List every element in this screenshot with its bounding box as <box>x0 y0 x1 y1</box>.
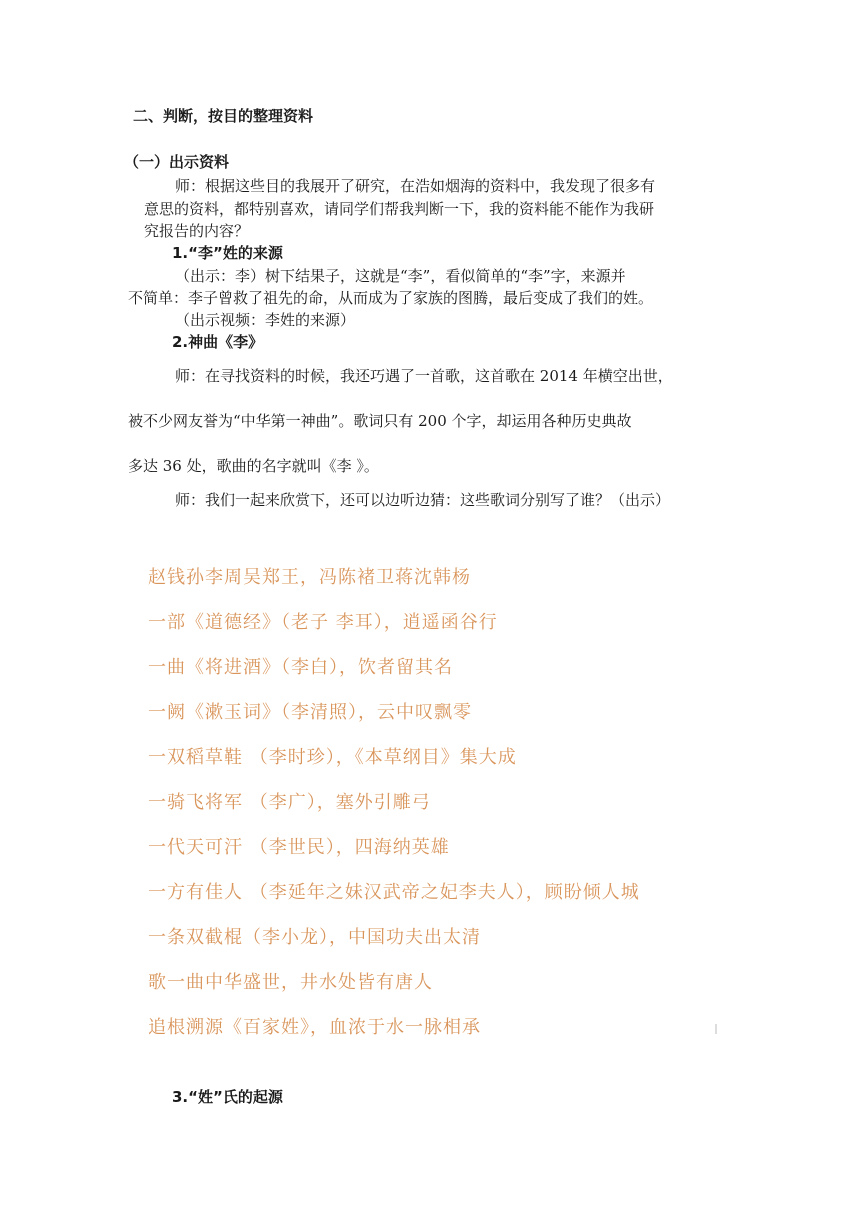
item1-line-2: 不简单：李子曾救了祖先的命，从而成为了家族的图腾，最后变成了我们的姓。 <box>128 289 654 307</box>
lyric-line-6: 一骑飞将军 （李广），塞外引雕弓 <box>148 792 431 813</box>
lyric-line-5: 一双稻草鞋 （李时珍），《本草纲目》集大成 <box>148 747 517 768</box>
lyric-line-1: 赵钱孙李周吴郑王，冯陈褚卫蒋沈韩杨 <box>148 567 471 588</box>
image-edge-mark <box>715 1024 717 1034</box>
lyric-line-8: 一方有佳人 （李延年之妹汉武帝之妃李夫人），顾盼倾人城 <box>148 882 640 903</box>
lyric-line-10: 歌一曲中华盛世，井水处皆有唐人 <box>148 972 433 993</box>
item3-title: 3.“姓”氏的起源 <box>172 1088 283 1106</box>
intro-line-1: 师：根据这些目的我展开了研究，在浩如烟海的资料中，我发现了很多有 <box>175 177 656 195</box>
item1-line-1: （出示：李）树下结果子，这就是“李”，看似简单的“李”字，来源并 <box>175 267 626 285</box>
item1-line-3: （出示视频：李姓的来源） <box>175 311 356 329</box>
section-heading: 二、判断，按目的整理资料 <box>133 107 314 125</box>
lyric-line-3: 一曲《将进酒》（李白），饮者留其名 <box>148 657 453 678</box>
item2-line-3: 多达 36 处，歌曲的名字就叫《李 》。 <box>128 457 379 475</box>
subheading: （一）出示资料 <box>124 153 230 171</box>
lyric-line-4: 一阙《漱玉词》（李清照），云中叹飘零 <box>148 702 472 723</box>
item2-line-2: 被不少网友誉为“中华第一神曲”。歌词只有 200 个字，却运用各种历史典故 <box>128 412 632 430</box>
item2-title: 2.神曲《李》 <box>172 333 264 351</box>
lyric-line-7: 一代天可汗 （李世民），四海纳英雄 <box>148 837 450 858</box>
item2-line-1: 师：在寻找资料的时候，我还巧遇了一首歌，这首歌在 2014 年横空出世， <box>175 367 673 385</box>
lyric-line-9: 一条双截棍（李小龙），中国功夫出太清 <box>148 927 481 948</box>
lyric-line-11: 追根溯源《百家姓》，血浓于水一脉相承 <box>148 1017 481 1038</box>
item1-title: 1.“李”姓的来源 <box>172 244 283 262</box>
item2-line-4: 师：我们一起来欣赏下，还可以边听边猜：这些歌词分别写了谁？（出示） <box>175 491 671 509</box>
intro-line-3: 究报告的内容？ <box>144 222 250 240</box>
intro-line-2: 意思的资料，都特别喜欢，请同学们帮我判断一下，我的资料能不能作为我研 <box>144 200 655 218</box>
lyric-line-2: 一部《道德经》（老子 李耳），逍遥函谷行 <box>148 612 498 633</box>
